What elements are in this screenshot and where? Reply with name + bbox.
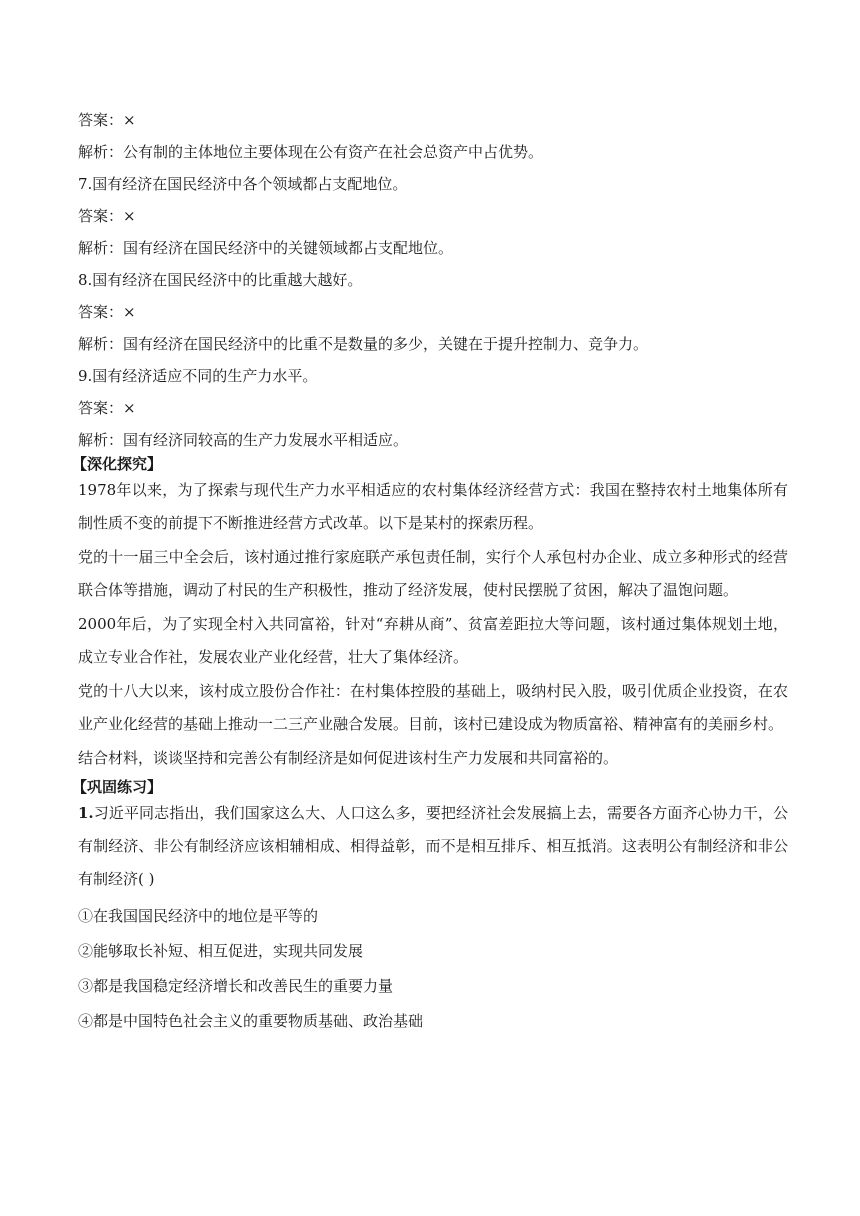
- material-paragraph: 1978年以来，为了探索与现代生产力水平相适应的农村集体经济经营方式：我国在整持农村土地集体所有制性质不变的前提下不断推进经营方式改革。以下是某村的探索历程。: [78, 481, 788, 532]
- option-item: ④都是中国特色社会主义的重要物质基础、政治基础: [78, 1012, 424, 1030]
- material-question: 结合材料，谈谈坚持和完善公有制经济是如何促进该村生产力发展和共同富裕的。: [78, 749, 619, 767]
- question-statement: 7.国有经济在国民经济中各个领域都占支配地位。: [78, 175, 408, 193]
- question-number: 1.: [78, 804, 94, 822]
- question-statement: 8.国有经济在国民经济中的比重越大越好。: [78, 271, 363, 289]
- analysis-line: 解析：国有经济同较高的生产力发展水平相适应。: [78, 431, 409, 449]
- question-statement: 9.国有经济适应不同的生产力水平。: [78, 367, 318, 385]
- question-text: 习近平同志指出，我们国家这么大、人口这么多，要把经济社会发展搞上去，需要各方面齐心协力干，公有制经济、非公有制经济应该相辅相成、相得益彰，而不是相互排斥、相互抵消。这表明公有制经济和非公有制经济( ): [78, 804, 788, 888]
- section-heading-practice: 【巩固练习】: [72, 778, 163, 796]
- answer-line: 答案：×: [78, 399, 136, 417]
- material-paragraph: 2000年后，为了实现全村入共同富裕，针对“弃耕从商”、贫富差距拉大等问题，该村通过集体规划土地，成立专业合作社，发展农业产业化经营，壮大了集体经济。: [78, 615, 788, 666]
- answer-line: 答案：×: [78, 111, 136, 129]
- practice-question: [78, 797, 788, 896]
- document-content: [72, 110, 788, 1046]
- analysis-line: 解析：公有制的主体地位主要体现在公有资产在社会总资产中占优势。: [78, 143, 544, 161]
- analysis-line: 解析：国有经济在国民经济中的关键领域都占支配地位。: [78, 239, 454, 257]
- analysis-line: 解析：国有经济在国民经济中的比重不是数量的多少，关键在于提升控制力、竞争力。: [78, 335, 649, 353]
- answer-line: 答案：×: [78, 207, 136, 225]
- answer-line: 答案：×: [78, 303, 136, 321]
- option-item: ③都是我国稳定经济增长和改善民生的重要力量: [78, 977, 394, 995]
- material-paragraph: 党的十一届三中全会后，该村通过推行家庭联产承包责任制，实行个人承包村办企业、成立多种形式的经营联合体等措施，调动了村民的生产积极性，推动了经济发展，使村民摆脱了贫困，解决了温饱问题。: [78, 548, 788, 599]
- option-item: ②能够取长补短、相互促进，实现共同发展: [78, 942, 364, 960]
- material-paragraph: 党的十八大以来，该村成立股份合作社：在村集体控股的基础上，吸纳村民入股，吸引优质企业投资，在农业产业化经营的基础上推动一二三产业融合发展。目前，该村已建设成为物质富裕、精神富有的美丽乡村。: [78, 682, 788, 733]
- section-heading-deep-inquiry: 【深化探究】: [72, 455, 163, 473]
- option-item: ①在我国国民经济中的地位是平等的: [78, 907, 319, 925]
